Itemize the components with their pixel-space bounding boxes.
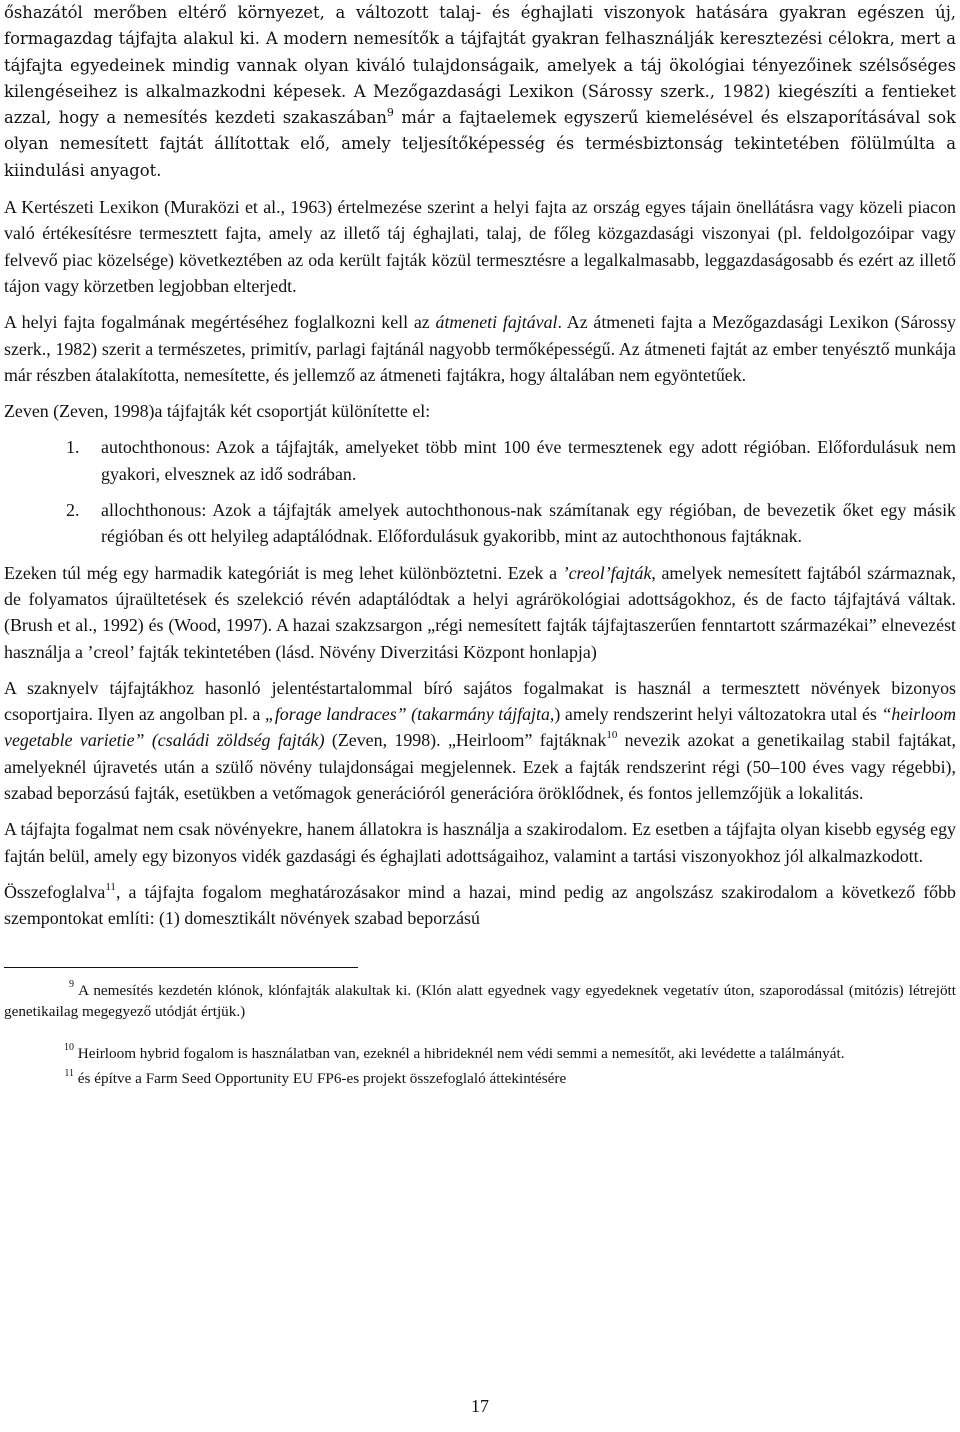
- paragraph: őshazától merőben eltérő környezet, a változott talaj- és éghajlati viszonyok hatására gyakran egészen új, formagazdag tájfajta alakul ki. A modern nemesítők a tájfajtát gyakran felhasználják keresztezési célokra, mert a tájfajta egyedeinek mindig vannak olyan kiváló tulajdonságaik, amelyek a táj ökológiai tényezőinek szélsőséges kilengéseihez is alkalmazkodni képesek. A Mezőgazdasági Lexikon (Sárossy szerk., 1982) kiegészíti a fentieket azzal, hogy a nemesítés kezdeti szakaszában$^9$ már a fajtaelemek egyszerű kiemelésével és elszaporításával sok olyan nemesített fajtát állítottak elő, amely teljesítőképesség és termésbiztonság tekintetében fölülmúlta a kiindulási anyagot.: [4, 3, 956, 180]
- footnote-ref[interactable]: 10: [606, 729, 618, 742]
- footnote-ref[interactable]: 9: [386, 105, 394, 119]
- paragraph: A helyi fajta fogalmának megértéséhez foglalkozni kell az átmeneti fajtával. Az átmeneti fajta a Mezőgazdasági Lexikon (Sárossy szerk., 1982) szerit a természetes, primitív, parlagi fajtánál nagyobb termőképességű. Az átmeneti fajtát az ember tenyésztő munkája már részben átalakította, nemesítette, és jellemző az átmeneti fajtákra, hogy általában nem egyöntetűek.: [4, 312, 956, 385]
- numbered-list: [4, 434, 956, 549]
- page-number: 17: [471, 1396, 489, 1416]
- list-item: 2. allochthonous: Azok a tájfajták amelyek autochthonous-nak számítanak egy régióban, de bevezetik őket egy másik régióban és ott helyileg adaptálódnak. Előfordulásuk gyakoribb, mint az autochthonous fajtáknak.: [66, 500, 956, 547]
- paragraph: A tájfajta fogalmat nem csak növényekre, hanem állatokra is használja a szakirodalom. Ez esetben a tájfajta olyan kisebb egység egy fajtán belül, amely egy bizonyos vidék gazdasági és éghajlati adottságaihoz, valamint a tartási viszonyokhoz jól alkalmazkodott.: [4, 819, 956, 866]
- list-item: 1. autochthonous: Azok a tájfajták, amelyeket több mint 100 éve termesztenek egy adott régióban. Előfordulásuk nem gyakori, elvesznek az idő sodrában.: [66, 437, 956, 484]
- paragraph: A szaknyelv tájfajtákhoz hasonló jelentéstartalommal bíró sajátos fogalmakat is használ a termesztett növények bizonyos csoportjaira. Ilyen az angolban pl. a „forage landraces” (takarmány tájfajta,) amely rendszerint helyi változatokra utal és “heirloom vegetable varietie” (családi zöldség fajták) (Zeven, 1998). „Heirloom” fajtáknak$^{10}$ nevezik azokat a genetikailag stabil fajtákat, amelyeknél újravetés után a szülő növény tulajdonságai megjelennek. Ezek a fajták rendszerint régi (50–100 éves vagy régebbi), szabad beporzású fajták, esetükben a vetőmagok generációról generációra öröklődnek, és fontos jellemzőjük a lokalitás.: [4, 677, 956, 804]
- footnote: $^{10}$ Heirloom hybrid fogalom is használatban van, ezeknél a hibrideknél nem védi semmi a nemesítőt, aki levédette a találmányát.: [64, 1042, 845, 1062]
- paragraph: Zeven (Zeven, 1998)a tájfajták két csoportját különítette el:: [4, 401, 431, 422]
- footnote-separator: [4, 967, 358, 968]
- paragraph: Összefoglalva$^{11}$, a tájfajta fogalom meghatározásakor mind a hazai, mind pedig az angolszász szakirodalom a következő főbb szempontokat említi: (1) domesztikált növények szabad beporzású: [4, 880, 956, 929]
- paragraph: Ezeken túl még egy harmadik kategóriát is meg lehet különböztetni. Ezek a ’creol’fajták, amelyek nemesített fajtából származnak, de folyamatos újraültetések és szelekció révén adaptálódtak a helyi agrárökológiai adottságokhoz, és de facto tájfajtává váltak. (Brush et al., 1992) és (Wood, 1997). A hazai szakzsargon „régi nemesített fajták tájfajtaszerűen fenntartott származékai” elnevezést használja a ’creol’ fajták tekintetében (lásd. Növény Diverzitási Központ honlapja): [4, 562, 956, 662]
- footnote-ref[interactable]: 11: [105, 880, 116, 893]
- paragraph: A Kertészeti Lexikon (Muraközi et al., 1963) értelmezése szerint a helyi fajta az ország egyes tájain önellátásra vagy közeli piacon való értékesítésre termesztett fajta, amely az illető táj éghajlati, talaj, de főleg közgazdasági viszonyai (pl. feldolgozóipar vagy felvevő piac közelsége) következtében az oda került fajták közül termesztésre a legalkalmasabb, leggazdaságosabb és ezért az illető tájon vagy körzetben legjobban elterjedt.: [4, 197, 956, 296]
- footnote: $^{11}$ és építve a Farm Seed Opportunity EU FP6-es projekt összefoglaló áttekintésére: [64, 1067, 567, 1087]
- footnote: $^9$ A nemesítés kezdetén klónok, klónfajták alakultak ki. (Klón alatt egyednek vagy egyedeknek vegetatív úton, szaporodással (mitózis) létrejött genetikailag megegyező utódját értjük.): [4, 979, 956, 1020]
